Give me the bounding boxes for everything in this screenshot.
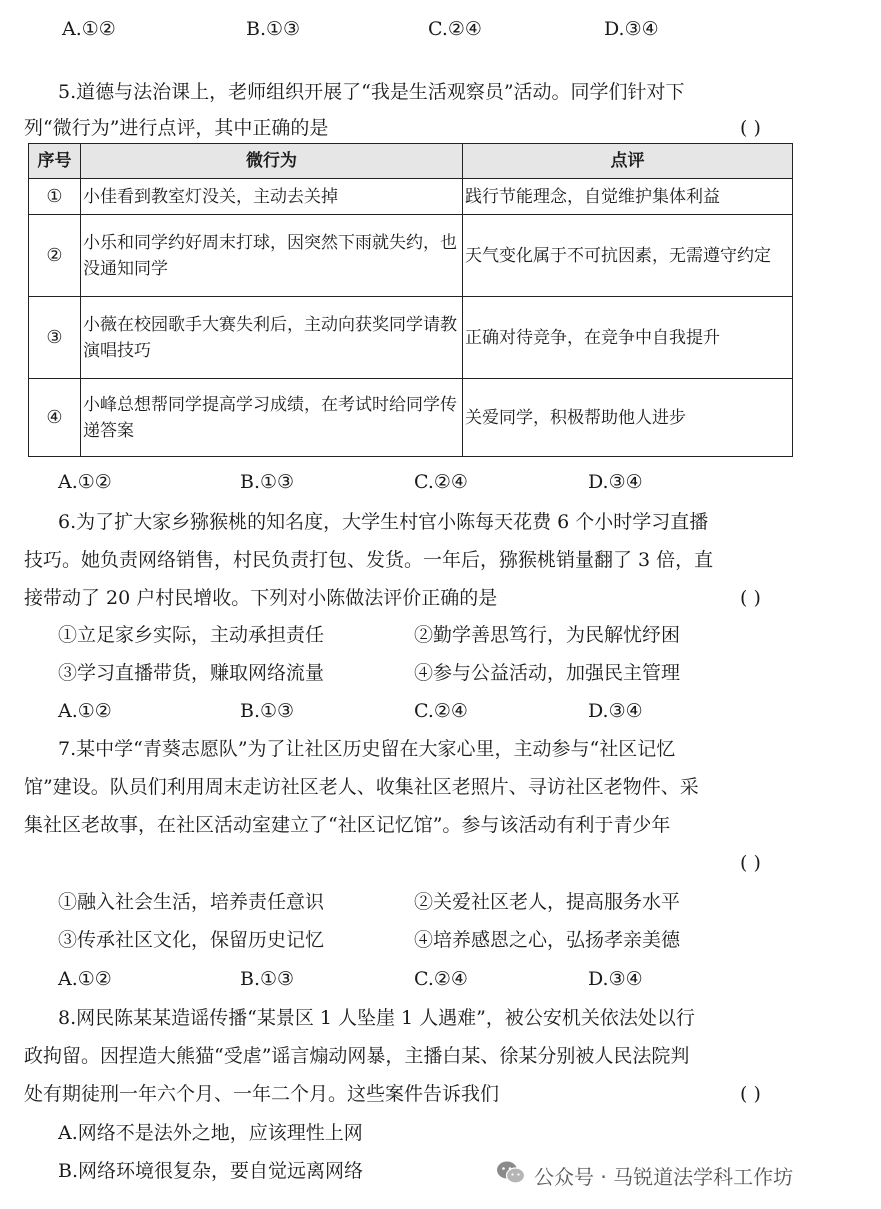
row-comment: 关爱同学，积极帮助他人进步 bbox=[463, 379, 793, 457]
q7-option-c: C.②④ bbox=[414, 968, 468, 990]
row-comment: 天气变化属于不可抗因素，无需遵守约定 bbox=[463, 215, 793, 297]
watermark-text: 公众号 · 马锐道法学科工作坊 bbox=[534, 1164, 794, 1189]
header-action: 微行为 bbox=[81, 144, 463, 179]
q6-option-d: D.③④ bbox=[588, 700, 643, 722]
table-row bbox=[29, 179, 793, 215]
q8-option-b: B.网络环境很复杂，要自觉远离网络 bbox=[58, 1160, 364, 1182]
option-a: A.①② bbox=[62, 18, 116, 40]
table-header-row bbox=[29, 144, 793, 179]
q5-option-c: C.②④ bbox=[414, 471, 468, 493]
q8-stem-line1: 8.网民陈某某造谣传播“某景区 1 人坠崖 1 人遇难”，被公安机关依法处以行 bbox=[58, 1007, 695, 1029]
q6-choice-1: ①立足家乡实际，主动承担责任 bbox=[58, 624, 325, 646]
row-action: 小乐和同学约好周末打球，因突然下雨就失约，也没通知同学 bbox=[81, 215, 463, 297]
option-d: D.③④ bbox=[604, 18, 659, 40]
q8-answer-paren: ( ) bbox=[740, 1083, 761, 1105]
table-row bbox=[29, 215, 793, 297]
q6-option-b: B.①③ bbox=[240, 700, 295, 722]
q5-answer-paren: ( ) bbox=[740, 117, 761, 139]
table-row bbox=[29, 379, 793, 457]
q5-option-d: D.③④ bbox=[588, 471, 643, 493]
row-comment: 践行节能理念，自觉维护集体利益 bbox=[463, 179, 793, 215]
q6-option-c: C.②④ bbox=[414, 700, 468, 722]
wechat-watermark bbox=[496, 1157, 793, 1193]
q6-option-a: A.①② bbox=[58, 700, 112, 722]
option-b: B.①③ bbox=[246, 18, 301, 40]
row-action: 小佳看到教室灯没关，主动去关掉 bbox=[81, 179, 463, 215]
q5-option-a: A.①② bbox=[58, 471, 112, 493]
row-action: 小薇在校园歌手大赛失利后，主动向获奖同学请教演唱技巧 bbox=[81, 297, 463, 379]
q6-choice-3: ③学习直播带货，赚取网络流量 bbox=[58, 662, 325, 684]
table-row bbox=[29, 297, 793, 379]
q7-choice-3: ③传承社区文化，保留历史记忆 bbox=[58, 929, 325, 951]
q5-stem-line2: 列“微行为”进行点评，其中正确的是 bbox=[24, 117, 329, 139]
q7-choice-2: ②关爱社区老人，提高服务水平 bbox=[414, 891, 681, 913]
row-comment: 正确对待竞争，在竞争中自我提升 bbox=[463, 297, 793, 379]
q7-stem-line3: 集社区老故事，在社区活动室建立了“社区记忆馆”。参与该活动有利于青少年 bbox=[24, 814, 671, 836]
q7-option-a: A.①② bbox=[58, 968, 112, 990]
q8-stem-line3: 处有期徒刑一年六个月、一年二个月。这些案件告诉我们 bbox=[24, 1083, 500, 1105]
row-number: ④ bbox=[29, 379, 81, 457]
row-number: ③ bbox=[29, 297, 81, 379]
q7-option-b: B.①③ bbox=[240, 968, 295, 990]
q7-stem-line1: 7.某中学“青葵志愿队”为了让社区历史留在大家心里，主动参与“社区记忆 bbox=[58, 738, 676, 760]
row-number: ① bbox=[29, 179, 81, 215]
q6-stem-line2: 技巧。她负责网络销售，村民负责打包、发货。一年后，猕猴桃销量翻了 3 倍，直 bbox=[24, 549, 714, 571]
q7-option-d: D.③④ bbox=[588, 968, 643, 990]
q6-choice-4: ④参与公益活动，加强民主管理 bbox=[414, 662, 681, 684]
q7-choice-1: ①融入社会生活，培养责任意识 bbox=[58, 891, 325, 913]
q6-stem-line3: 接带动了 20 户村民增收。下列对小陈做法评价正确的是 bbox=[24, 587, 498, 609]
q5-stem-line1: 5.道德与法治课上，老师组织开展了“我是生活观察员”活动。同学们针对下 bbox=[58, 81, 685, 103]
q6-stem-line1: 6.为了扩大家乡猕猴桃的知名度，大学生村官小陈每天花费 6 个小时学习直播 bbox=[58, 511, 709, 533]
wechat-icon bbox=[496, 1160, 526, 1191]
q8-option-a: A.网络不是法外之地，应该理性上网 bbox=[58, 1122, 363, 1144]
row-number: ② bbox=[29, 215, 81, 297]
option-c: C.②④ bbox=[428, 18, 482, 40]
row-action: 小峰总想帮同学提高学习成绩，在考试时给同学传递答案 bbox=[81, 379, 463, 457]
q7-choice-4: ④培养感恩之心，弘扬孝亲美德 bbox=[414, 929, 681, 951]
header-number: 序号 bbox=[29, 144, 81, 179]
header-comment: 点评 bbox=[463, 144, 793, 179]
q7-stem-line2: 馆”建设。队员们利用周末走访社区老人、收集社区老照片、寻访社区老物件、采 bbox=[24, 776, 699, 798]
q7-answer-paren: ( ) bbox=[740, 852, 761, 874]
q5-table bbox=[28, 143, 793, 457]
q5-option-b: B.①③ bbox=[240, 471, 295, 493]
q6-choice-2: ②勤学善思笃行，为民解忧纾困 bbox=[414, 624, 681, 646]
q6-answer-paren: ( ) bbox=[740, 587, 761, 609]
q8-stem-line2: 政拘留。因捏造大熊猫“受虐”谣言煽动网暴，主播白某、徐某分别被人民法院判 bbox=[24, 1045, 690, 1067]
